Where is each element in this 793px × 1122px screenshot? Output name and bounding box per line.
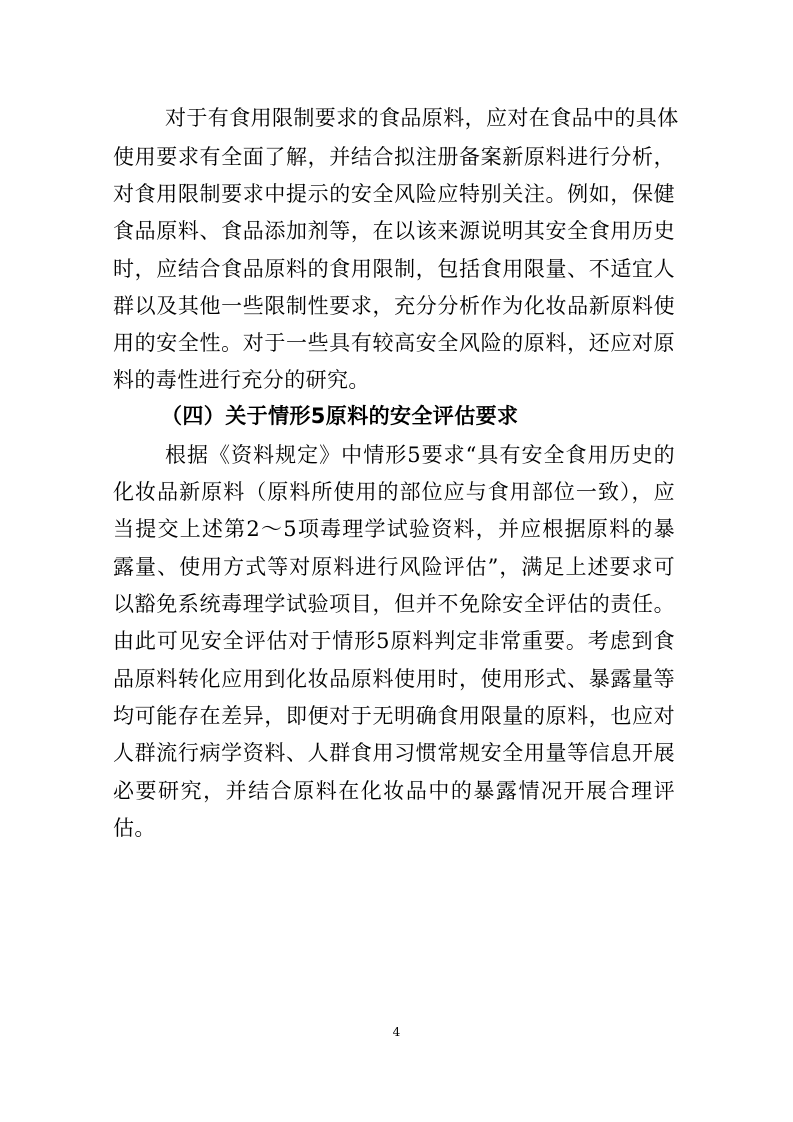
page-number: 4	[392, 1025, 401, 1039]
paragraph-line: 当提交上述第2～5项毒理学试验资料，并应根据原料的暴	[113, 517, 675, 541]
paragraph-line: 对于有食用限制要求的食品原料，应对在食品中的具体	[165, 106, 679, 130]
paragraph-line: 以豁免系统毒理学试验项目，但并不免除安全评估的责任。	[113, 592, 675, 616]
paragraph-line: 化妆品新原料（原料所使用的部位应与食用部位一致），应	[113, 480, 675, 504]
paragraph-line: 时，应结合食品原料的食用限制，包括食用限量、不适宜人	[113, 257, 675, 281]
paragraph-line: 人群流行病学资料、人群食用习惯常规安全用量等信息开展	[113, 741, 675, 765]
paragraph-line: 估。	[113, 816, 156, 840]
paragraph-line: 露量、使用方式等对原料进行风险评估”，满足上述要求可	[113, 555, 675, 579]
paragraph-line: 使用要求有全面了解，并结合拟注册备案新原料进行分析，	[113, 145, 675, 169]
section-heading: （四）关于情形5原料的安全评估要求	[161, 404, 519, 428]
paragraph-line: 群以及其他一些限制性要求，充分分析作为化妆品新原料使	[113, 294, 675, 318]
paragraph-line: 根据《资料规定》中情形5要求“具有安全食用历史的	[165, 443, 675, 467]
paragraph-line: 品原料转化应用到化妆品原料使用时，使用形式、暴露量等	[113, 667, 675, 691]
paragraph-line: 料的毒性进行充分的研究。	[113, 368, 370, 392]
paragraph-line: 用的安全性。对于一些具有较高安全风险的原料，还应对原	[113, 331, 675, 355]
paragraph-line: 对食用限制要求中提示的安全风险应特别关注。例如，保健	[113, 182, 675, 206]
paragraph-line: 均可能存在差异，即便对于无明确食用限量的原料，也应对	[113, 704, 675, 728]
paragraph-line: 必要研究，并结合原料在化妆品中的暴露情况开展合理评	[113, 779, 675, 803]
paragraph-line: 由此可见安全评估对于情形5原料判定非常重要。考虑到食	[113, 629, 675, 653]
paragraph-line: 食品原料、食品添加剂等，在以该来源说明其安全食用历史	[113, 219, 675, 243]
